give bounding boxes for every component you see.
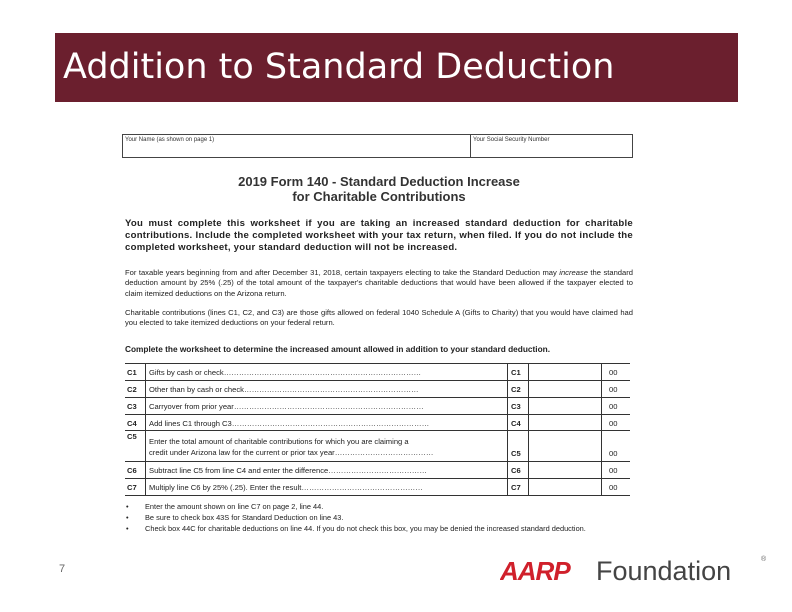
table-row [125, 479, 630, 496]
logo-word: Foundation [596, 556, 732, 586]
slide-title: Addition to Standard Deduction [63, 47, 615, 87]
table-grid-line [601, 364, 602, 496]
instruction-bullets [125, 501, 633, 534]
list-item: • Be sure to check box 43S for Standard Deduction on line 43. [125, 512, 633, 523]
line-cents: 00 [609, 368, 618, 377]
line-description: Add lines C1 through C3…………………………………………………………………… [149, 419, 430, 428]
line-number: C2 [127, 385, 137, 394]
title-bar [55, 33, 738, 102]
worksheet-table [125, 363, 630, 492]
line-description: Subtract line C5 from line C4 and enter the difference………………………………… [149, 466, 427, 475]
line-label: C5 [511, 449, 521, 458]
form-title-line1: 2019 Form 140 - Standard Deduction Increase [238, 174, 520, 189]
line-number: C3 [127, 402, 137, 411]
line-description: credit under Arizona law for the current or prior tax year………………………………… [149, 448, 434, 457]
line-label: C2 [511, 385, 521, 394]
line-cents: 00 [609, 449, 618, 458]
name-label: Your Name (as shown on page 1) [125, 137, 215, 143]
table-grid-line [528, 364, 529, 496]
worksheet-image [122, 134, 636, 554]
paragraph-1-em: increase [559, 268, 588, 277]
table-row [125, 462, 630, 479]
line-cents: 00 [609, 419, 618, 428]
complete-instruction: Complete the worksheet to determine the increased amount allowed in addition to your standard deduction. [125, 344, 551, 354]
line-number: C7 [127, 483, 137, 492]
line-cents: 00 [609, 385, 618, 394]
line-cents: 00 [609, 466, 618, 475]
table-grid-line [507, 364, 508, 496]
logo-registered-mark: ® [761, 556, 767, 563]
intro-bold: You must complete this worksheet if you are taking an increased standard deduction for charitable contributions. Include the completed worksheet with your tax return, when filed. If you do not include the completed worksheet, your standard deduction will not be increased. [125, 218, 633, 253]
table-row [125, 415, 630, 431]
line-cents: 00 [609, 483, 618, 492]
line-label: C3 [511, 402, 521, 411]
table-grid-line [145, 364, 146, 496]
line-description: Multiply line C6 by 25% (.25). Enter the result………………………………………… [149, 483, 423, 492]
line-description: Carryover from prior year………………………………………………………………… [149, 402, 424, 411]
table-row [125, 398, 630, 415]
line-description: Other than by cash or check…………………………………………………………… [149, 385, 419, 394]
line-cents: 00 [609, 402, 618, 411]
table-row [125, 364, 630, 381]
list-item: • Check box 44C for charitable deductions on line 44. If you do not check this box, you may be denied the increased standard deduction. [125, 523, 633, 534]
paragraph-1 [125, 268, 633, 299]
line-number: C1 [127, 368, 137, 377]
form-title-line2: for Charitable Contributions [292, 189, 466, 204]
line-description: Gifts by cash or check…………………………………………………………………… [149, 368, 422, 377]
line-number: C6 [127, 466, 137, 475]
line-description: Enter the total amount of charitable contributions for which you are claiming a [149, 437, 409, 446]
line-label: C1 [511, 368, 521, 377]
line-label: C7 [511, 483, 521, 492]
paragraph-1-a: For taxable years beginning from and after December 31, 2018, certain taxpayers electing to take the Standard Deduction may [125, 268, 560, 277]
paragraph-1-b: the standard deduction amount by 25% (.25) of the total amount of the taxpayer's charitable deductions that would have been allowed if the taxpayer elected to claim itemized deductions on the Arizona return. [125, 268, 633, 298]
line-label: C6 [511, 466, 521, 475]
aarp-foundation-logo [500, 556, 772, 588]
table-row [125, 431, 630, 462]
logo-brand: AARP [500, 560, 570, 582]
page-number: 7 [59, 563, 66, 575]
line-label: C4 [511, 419, 521, 428]
header-divider [470, 135, 471, 158]
line-number: C5 [127, 432, 137, 441]
line-number: C4 [127, 419, 137, 428]
ssn-label: Your Social Security Number [473, 137, 550, 143]
list-item: • Enter the amount shown on line C7 on page 2, line 44. [125, 501, 633, 512]
name-ssn-header [122, 134, 633, 158]
paragraph-2: Charitable contributions (lines C1, C2, and C3) are those gifts allowed on federal 1040 Schedule A (Gifts to Charity) that you would have claimed had you elected to take itemized deductions on your federal return. [125, 308, 633, 328]
table-row [125, 381, 630, 398]
